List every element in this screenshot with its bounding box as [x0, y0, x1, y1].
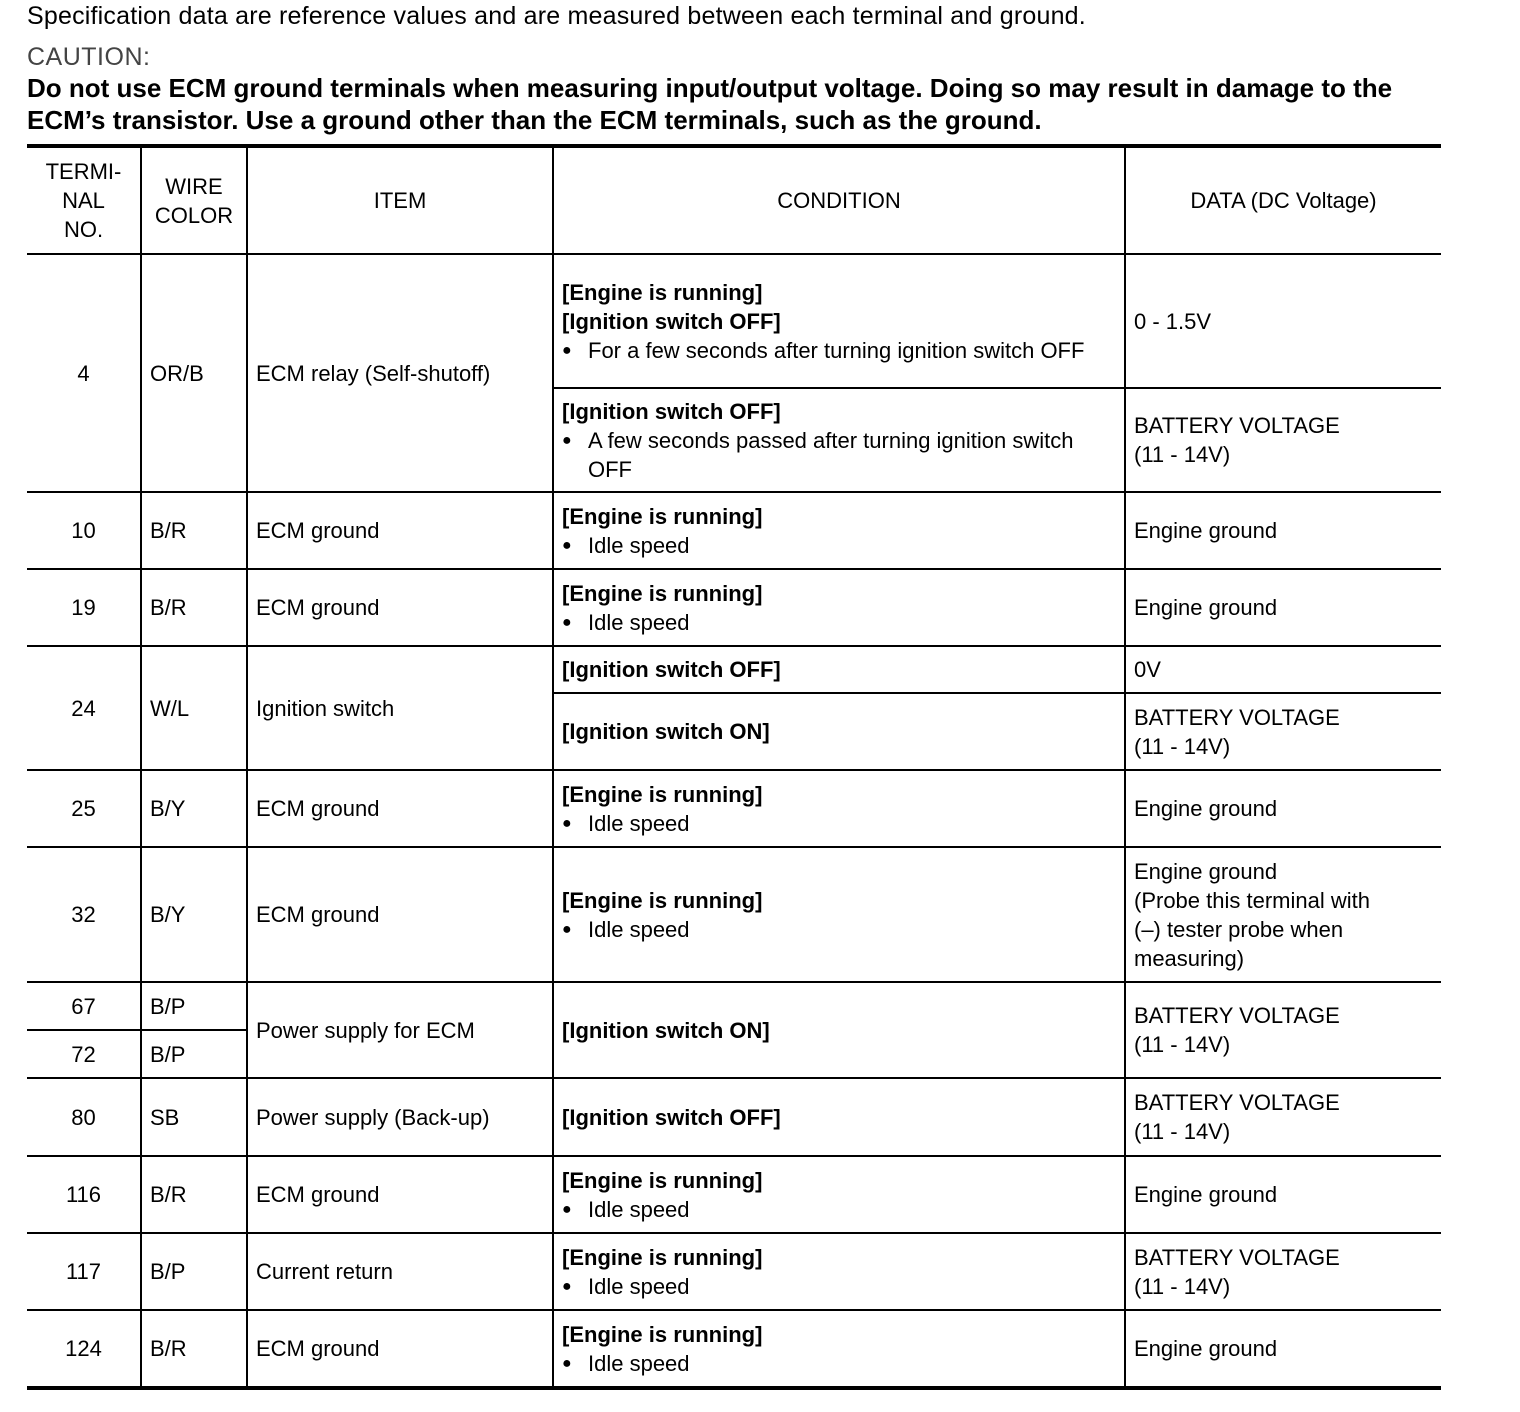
- item: ECM relay (Self-shutoff): [247, 254, 553, 492]
- item: ECM ground: [247, 1156, 553, 1233]
- table-row: [27, 1078, 1441, 1156]
- table-row: [27, 646, 1441, 693]
- table-row: [27, 1310, 1441, 1388]
- terminal-no: 117: [27, 1233, 141, 1310]
- data-value: BATTERY VOLTAGE (11 - 14V): [1125, 1233, 1441, 1310]
- wire-color: B/R: [141, 1310, 247, 1388]
- wire-color: B/P: [141, 1030, 247, 1078]
- condition: [Engine is running] ● Idle speed: [553, 770, 1125, 847]
- item: Power supply for ECM: [247, 982, 553, 1078]
- data-value: BATTERY VOLTAGE (11 - 14V): [1125, 388, 1441, 492]
- header-item: ITEM: [247, 146, 553, 254]
- caution-label: CAUTION:: [27, 43, 151, 71]
- table-row: [27, 1156, 1441, 1233]
- condition: [Ignition switch ON]: [553, 693, 1125, 770]
- data-value: Engine ground: [1125, 1156, 1441, 1233]
- terminal-no: 80: [27, 1078, 141, 1156]
- item: ECM ground: [247, 492, 553, 569]
- condition: [Engine is running] ● Idle speed: [553, 1310, 1125, 1388]
- condition: [Ignition switch OFF] ● A few seconds passed after turning ignition switch OFF: [553, 388, 1125, 492]
- terminal-no: 72: [27, 1030, 141, 1078]
- header-wire-color: WIRE COLOR: [141, 146, 247, 254]
- condition: [Engine is running] ● Idle speed: [553, 1156, 1125, 1233]
- terminal-no: 24: [27, 646, 141, 770]
- terminal-no: 19: [27, 569, 141, 646]
- table-row: [27, 1233, 1441, 1310]
- table-row: [27, 569, 1441, 646]
- terminal-no: 116: [27, 1156, 141, 1233]
- item: ECM ground: [247, 1310, 553, 1388]
- wire-color: SB: [141, 1078, 247, 1156]
- data-value: BATTERY VOLTAGE (11 - 14V): [1125, 1078, 1441, 1156]
- terminal-spec-table: [27, 144, 1441, 1390]
- data-value: Engine ground: [1125, 770, 1441, 847]
- data-value: Engine ground: [1125, 492, 1441, 569]
- condition: [Engine is running] ● Idle speed: [553, 1233, 1125, 1310]
- terminal-no: 124: [27, 1310, 141, 1388]
- terminal-no: 10: [27, 492, 141, 569]
- caution-text: Do not use ECM ground terminals when measuring input/output voltage. Doing so may result in damage to the ECM’s transistor. Use a ground other than the ECM terminals, such as the ground.: [27, 73, 1393, 135]
- item: ECM ground: [247, 569, 553, 646]
- intro-text: Specification data are reference values and are measured between each terminal and ground.: [27, 2, 1086, 30]
- wire-color: B/Y: [141, 847, 247, 982]
- condition: [Ignition switch OFF]: [553, 1078, 1125, 1156]
- wire-color: B/R: [141, 492, 247, 569]
- header-data: DATA (DC Voltage): [1125, 146, 1441, 254]
- condition: [Ignition switch ON]: [553, 982, 1125, 1078]
- data-value: Engine ground: [1125, 569, 1441, 646]
- header-condition: CONDITION: [553, 146, 1125, 254]
- condition: [Engine is running] ● Idle speed: [553, 492, 1125, 569]
- table-row: [27, 254, 1441, 388]
- data-value: 0 - 1.5V: [1125, 254, 1441, 388]
- item: ECM ground: [247, 770, 553, 847]
- terminal-no: 25: [27, 770, 141, 847]
- data-value: 0V: [1125, 646, 1441, 693]
- terminal-no: 32: [27, 847, 141, 982]
- item: Ignition switch: [247, 646, 553, 770]
- condition: [Engine is running] ● Idle speed: [553, 847, 1125, 982]
- terminal-no: 67: [27, 982, 141, 1030]
- table-row: [27, 770, 1441, 847]
- wire-color: B/P: [141, 1233, 247, 1310]
- data-value: BATTERY VOLTAGE (11 - 14V): [1125, 693, 1441, 770]
- table-row: [27, 982, 1441, 1030]
- table-row: [27, 847, 1441, 982]
- data-value: Engine ground: [1125, 1310, 1441, 1388]
- condition: [Engine is running] ● Idle speed: [553, 569, 1125, 646]
- data-value: BATTERY VOLTAGE (11 - 14V): [1125, 982, 1441, 1078]
- wire-color: W/L: [141, 646, 247, 770]
- wire-color: B/R: [141, 1156, 247, 1233]
- condition: [Engine is running] [Ignition switch OFF] ● For a few seconds after turning ignition switch OFF: [553, 254, 1125, 388]
- terminal-no: 4: [27, 254, 141, 492]
- condition: [Ignition switch OFF]: [553, 646, 1125, 693]
- wire-color: B/R: [141, 569, 247, 646]
- table-row: [27, 492, 1441, 569]
- wire-color: B/Y: [141, 770, 247, 847]
- wire-color: OR/B: [141, 254, 247, 492]
- item: ECM ground: [247, 847, 553, 982]
- item: Power supply (Back-up): [247, 1078, 553, 1156]
- header-terminal-no: TERMI- NAL NO.: [27, 146, 141, 254]
- item: Current return: [247, 1233, 553, 1310]
- data-value: Engine ground (Probe this terminal with (–) tester probe when measuring): [1125, 847, 1441, 982]
- header-row: [27, 146, 1441, 254]
- wire-color: B/P: [141, 982, 247, 1030]
